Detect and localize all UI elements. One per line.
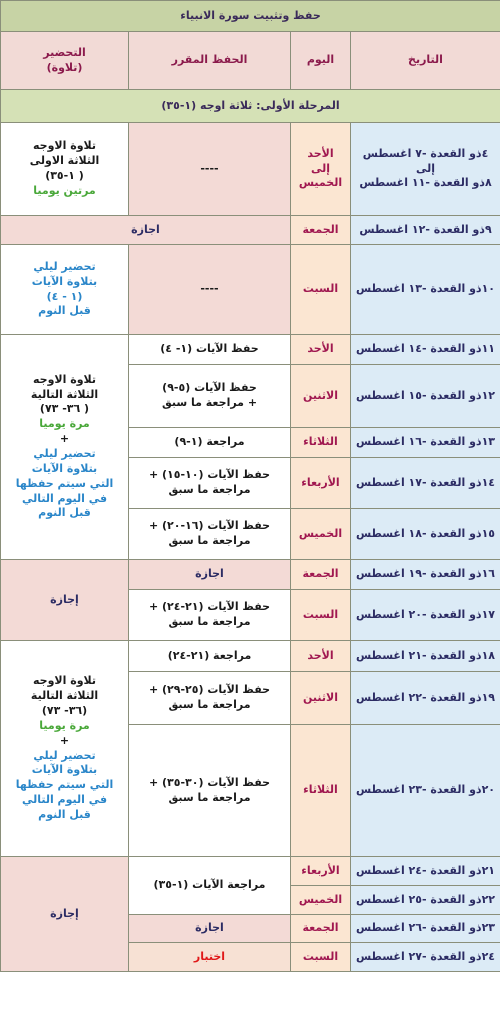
day-cell: الأربعاء	[291, 857, 351, 886]
memorization-cell: حفظ الآيات (٥-٩) + مراجعة ما سبق	[129, 365, 291, 428]
date-cell: ٢٣ذو القعدة -٢٦ اغسطس	[351, 915, 500, 943]
header-row	[1, 32, 500, 90]
date-cell: ١٥ذو القعدة -١٨ اغسطس	[351, 509, 500, 560]
title-row	[1, 1, 500, 32]
exam-cell: اختبار	[129, 943, 291, 972]
table-row	[1, 857, 500, 886]
prep-cell	[1, 335, 129, 560]
date-cell: ١٨ذو القعدة -٢١ اغسطس	[351, 641, 500, 672]
prep-frequency: مرة يوميا	[39, 718, 90, 732]
date-cell: ٤ذو القعدة -٧ اغسطس إلى ٨ذو القعدة -١١ اغسطس	[351, 123, 500, 216]
phase-row	[1, 90, 500, 123]
prep-text: تلاوة الاوجه الثلاثة التالية (٣٦- ٧٣)	[30, 674, 99, 717]
memorization-cell: مراجعة الآيات (١-٣٥)	[129, 857, 291, 915]
prep-night: تحضير ليلي بتلاوة الآيات التي سيتم حفظها في اليوم التالي قبل النوم	[15, 748, 114, 821]
day-cell: الأحد	[291, 335, 351, 365]
phase-title: المرحلة الأولى: ثلاثة اوجه (١-٣٥)	[1, 90, 500, 123]
day-cell: الأربعاء	[291, 458, 351, 509]
memorization-cell: حفظ الآيات (٢٥-٢٩) + مراجعة ما سبق	[129, 672, 291, 725]
date-cell: ٩ذو القعدة -١٢ اغسطس	[351, 216, 500, 245]
date-cell: ١١ذو القعدة -١٤ اغسطس	[351, 335, 500, 365]
holiday-cell: اجازة	[129, 560, 291, 590]
date-cell: ٢٤ذو القعدة -٢٧ اغسطس	[351, 943, 500, 972]
memorization-cell: حفظ الآيات (١٦-٢٠) + مراجعة ما سبق	[129, 509, 291, 560]
prep-plus: +	[59, 733, 70, 747]
prep-text: تلاوة الاوجه الثلاثة الاولى ( ١-٣٥)	[29, 139, 100, 182]
day-cell: الجمعة	[291, 915, 351, 943]
prep-night: تحضير ليلي بتلاوة الآيات التي سيتم حفظها في اليوم التالي قبل النوم	[15, 447, 114, 520]
header-date: التاريخ	[351, 32, 500, 90]
table-row	[1, 216, 500, 245]
prep-cell	[1, 123, 129, 216]
memorization-cell: مراجعة (٢١-٢٤)	[129, 641, 291, 672]
date-cell: ٢١ذو القعدة -٢٤ اغسطس	[351, 857, 500, 886]
date-cell: ١٢ذو القعدة -١٥ اغسطس	[351, 365, 500, 428]
memorization-cell: ----	[129, 245, 291, 335]
date-cell: ١٩ذو القعدة -٢٢ اغسطس	[351, 672, 500, 725]
memorization-cell: حفظ الآيات (١- ٤)	[129, 335, 291, 365]
day-cell: الأحد إلى الخميس	[291, 123, 351, 216]
day-cell: الاثنين	[291, 365, 351, 428]
prep-frequency: مرة يوميا	[39, 417, 90, 431]
header-day: اليوم	[291, 32, 351, 90]
day-cell: الأحد	[291, 641, 351, 672]
memorization-cell: حفظ الآيات (٢١-٢٤) + مراجعة ما سبق	[129, 590, 291, 641]
header-prep: التحضير (تلاوة)	[1, 32, 129, 90]
table-title: حفظ وتثبيت سورة الانبياء	[1, 1, 500, 32]
date-cell: ١٠ذو القعدة -١٣ اغسطس	[351, 245, 500, 335]
header-memorization: الحفظ المقرر	[129, 32, 291, 90]
table-row	[1, 123, 500, 216]
holiday-cell: اجازة	[129, 915, 291, 943]
memorization-cell: ----	[129, 123, 291, 216]
prep-cell: تحضير ليلي بتلاوة الآيات (١ - ٤) قبل النوم	[1, 245, 129, 335]
prep-holiday-cell: إجازة	[1, 560, 129, 641]
day-cell: الخميس	[291, 886, 351, 915]
memorization-cell: حفظ الآيات (٣٠-٣٥) + مراجعة ما سبق	[129, 725, 291, 857]
day-cell: الثلاثاء	[291, 428, 351, 458]
table-row	[1, 245, 500, 335]
prep-holiday-cell: إجازة	[1, 857, 129, 972]
table-row	[1, 641, 500, 672]
bottom-margin	[0, 1007, 500, 1017]
day-cell: الجمعة	[291, 216, 351, 245]
prep-frequency: مرتين يوميا	[33, 183, 96, 197]
date-cell: ١٤ذو القعدة -١٧ اغسطس	[351, 458, 500, 509]
day-cell: السبت	[291, 943, 351, 972]
memorization-cell: حفظ الآيات (١٠-١٥) + مراجعة ما سبق	[129, 458, 291, 509]
table-row	[1, 335, 500, 365]
prep-plus: +	[59, 432, 70, 446]
date-cell: ١٧ذو القعدة -٢٠ اغسطس	[351, 590, 500, 641]
memorization-cell: مراجعة (١-٩)	[129, 428, 291, 458]
day-cell: الاثنين	[291, 672, 351, 725]
day-cell: الجمعة	[291, 560, 351, 590]
holiday-cell: اجازة	[1, 216, 291, 245]
day-cell: السبت	[291, 245, 351, 335]
day-cell: الخميس	[291, 509, 351, 560]
date-cell: ١٣ذو القعدة -١٦ اغسطس	[351, 428, 500, 458]
date-cell: ٢٠ذو القعدة -٢٣ اغسطس	[351, 725, 500, 857]
day-cell: السبت	[291, 590, 351, 641]
day-cell: الثلاثاء	[291, 725, 351, 857]
table-row	[1, 560, 500, 590]
prep-cell	[1, 641, 129, 857]
date-cell: ١٦ذو القعدة -١٩ اغسطس	[351, 560, 500, 590]
prep-text: تلاوة الاوجه الثلاثة التالية ( ٣٦- ٧٣)	[30, 372, 99, 416]
date-cell: ٢٢ذو القعدة -٢٥ اغسطس	[351, 886, 500, 915]
